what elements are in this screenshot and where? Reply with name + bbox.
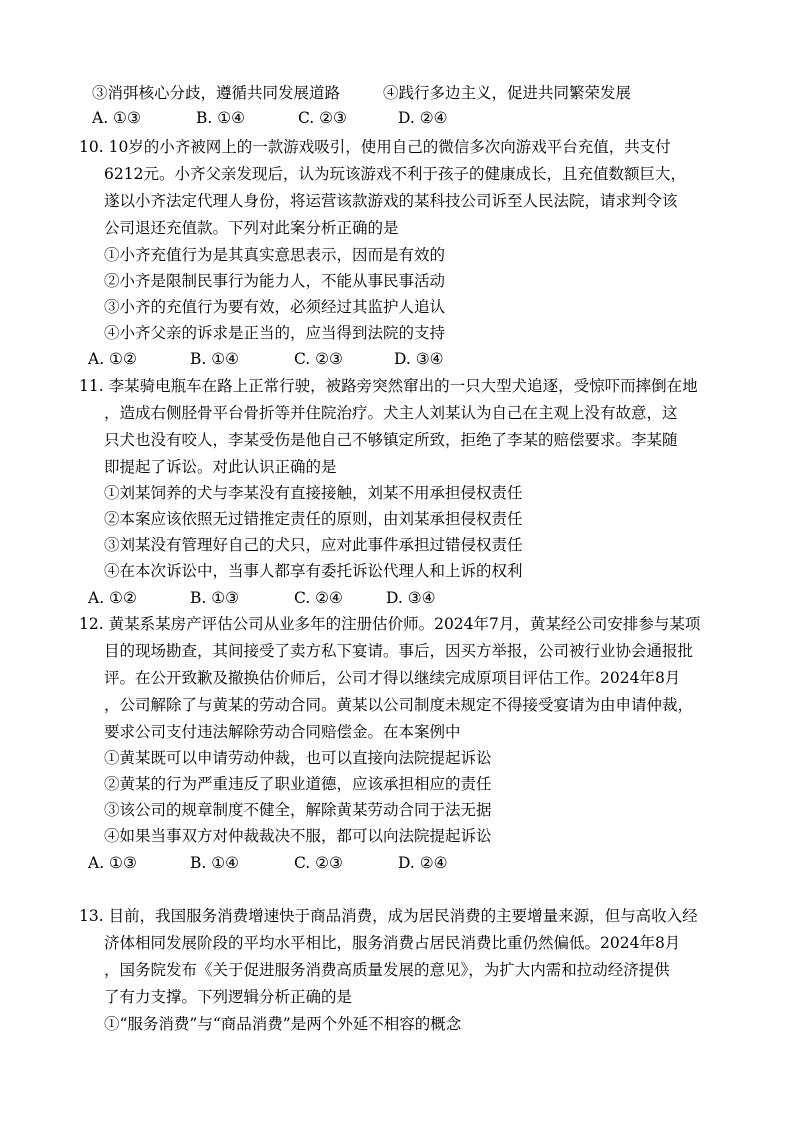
q10-choice-d[interactable]: D. ③④ <box>394 350 444 368</box>
q11-stem-line: ，造成右侧胫骨平台骨折等并住院治疗。犬主人刘某认为自己在主观上没有故意，这 <box>104 404 678 422</box>
q9-item-4: ④践行多边主义，促进共同繁荣发展 <box>383 84 632 102</box>
q10-stem-line: 遂以小齐法定代理人身份，将运营该款游戏的某科技公司诉至人民法院，请求判令该 <box>104 192 678 210</box>
q13-stem-line: 济体相同发展阶段的平均水平相比，服务消费占居民消费比重仍然偏低。2024年8月 <box>104 934 681 952</box>
q9-choice-b[interactable]: B. ①④ <box>196 109 246 127</box>
q11-item-2: ②本案应该依照无过错推定责任的原则，由刘某承担侵权责任 <box>104 510 523 528</box>
q10-item-3: ③小齐的充值行为要有效，必须经过其监护人追认 <box>104 298 446 316</box>
q12-item-1: ①黄某既可以申请劳动仲裁，也可以直接向法院提起诉讼 <box>104 749 492 767</box>
q12-item-3: ③该公司的规章制度不健全，解除黄某劳动合同于法无据 <box>104 801 492 819</box>
q12-choice-c[interactable]: C. ②③ <box>294 854 343 872</box>
q12-stem-line: 要求公司支付违法解除劳动合同赔偿金。在本案例中 <box>104 723 461 741</box>
q12-choice-a[interactable]: A. ①③ <box>88 854 137 872</box>
q11-choice-a[interactable]: A. ①② <box>88 589 137 607</box>
q10-stem-line: 10. 10岁的小齐被网上的一款游戏吸引，使用自己的微信多次向游戏平台充值，共支付 <box>79 138 671 156</box>
q11-stem-line: 11. 李某骑电瓶车在路上正常行驶，被路旁突然窜出的一只大型犬追逐，受惊吓而摔倒在地 <box>79 377 698 395</box>
q11-item-4: ④在本次诉讼中，当事人都享有委托诉讼代理人和上诉的权利 <box>104 562 523 580</box>
q9-choice-c[interactable]: C. ②③ <box>298 109 347 127</box>
q10-choice-a[interactable]: A. ①② <box>88 350 137 368</box>
q12-item-2: ②黄某的行为严重违反了职业道德，应该承担相应的责任 <box>104 775 492 793</box>
q10-item-2: ②小齐是限制民事行为能力人，不能从事民事活动 <box>104 272 446 290</box>
q12-stem-line: ，公司解除了与黄某的劳动合同。黄某以公司制度未规定不得接受宴请为由申请仲裁， <box>104 696 694 714</box>
q9-item-3: ③消弭核心分歧，遵循共同发展道路 <box>92 84 341 102</box>
q13-stem-line: 了有力支撑。下列逻辑分析正确的是 <box>104 988 353 1006</box>
q12-stem-line: 评。在公开致歉及撤换估价师后，公司才得以继续完成原项目评估工作。2024年8月 <box>104 669 681 687</box>
q12-item-4: ④如果当事双方对仲裁裁决不服，都可以向法院提起诉讼 <box>104 827 492 845</box>
q10-choice-b[interactable]: B. ①④ <box>190 350 240 368</box>
q10-item-4: ④小齐父亲的诉求是正当的，应当得到法院的支持 <box>104 324 446 342</box>
q11-choice-b[interactable]: B. ①③ <box>190 589 240 607</box>
q11-choice-c[interactable]: C. ②④ <box>294 589 343 607</box>
q11-stem-line: 只犬也没有咬人，李某受伤是他自己不够镇定所致，拒绝了李某的赔偿要求。李某随 <box>104 431 678 449</box>
q13-item-1: ①“服务消费”与“商品消费”是两个外延不相容的概念 <box>104 1015 462 1033</box>
q11-choice-d[interactable]: D. ③④ <box>386 589 436 607</box>
q12-choice-b[interactable]: B. ①④ <box>190 854 240 872</box>
q10-stem-line: 6212元。小齐父亲发现后，认为玩该游戏不利于孩子的健康成长，且充值数额巨大， <box>104 165 686 183</box>
q11-item-3: ③刘某没有管理好自己的犬只，应对此事件承担过错侵权责任 <box>104 536 523 554</box>
q9-choice-a[interactable]: A. ①③ <box>92 109 141 127</box>
q12-stem-line: 12. 黄某系某房产评估公司从业多年的注册估价师。2024年7月，黄某经公司安排参与某项 <box>79 615 701 633</box>
q11-stem-line: 即提起了诉讼。对此认识正确的是 <box>104 458 337 476</box>
q12-stem-line: 目的现场勘查，其间接受了卖方私下宴请。事后，因买方举报，公司被行业协会通报批 <box>104 642 694 660</box>
q10-choice-c[interactable]: C. ②③ <box>294 350 343 368</box>
q10-stem-line: 公司退还充值款。下列对此案分析正确的是 <box>104 219 399 237</box>
q13-stem-line: 13. 目前，我国服务消费增速快于商品消费，成为居民消费的主要增量来源，但与高收入经 <box>79 907 698 925</box>
q12-choice-d[interactable]: D. ②④ <box>398 854 448 872</box>
q11-item-1: ①刘某饲养的犬与李某没有直接接触，刘某不用承担侵权责任 <box>104 484 523 502</box>
q10-item-1: ①小齐充值行为是其真实意思表示，因而是有效的 <box>104 246 446 264</box>
q13-stem-line: ，国务院发布《关于促进服务消费高质量发展的意见》，为扩大内需和拉动经济提供 <box>104 961 670 979</box>
q9-choice-d[interactable]: D. ②④ <box>398 109 448 127</box>
